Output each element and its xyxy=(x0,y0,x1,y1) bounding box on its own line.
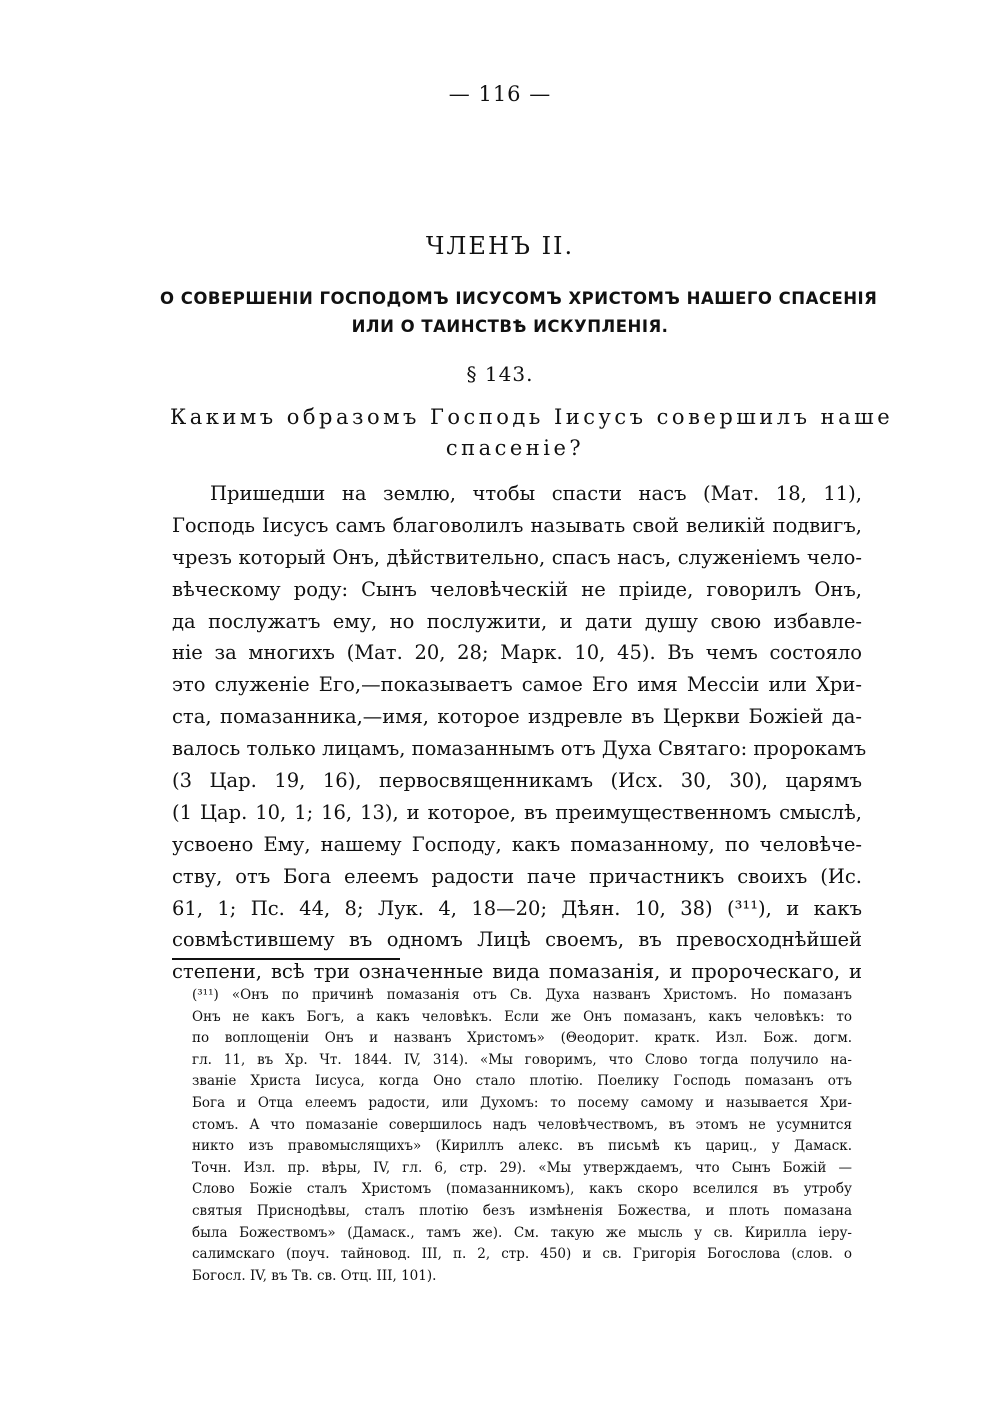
body-line: валось только лицамъ, помазаннымъ отъ Духа Святаго: пророкамъ xyxy=(172,737,867,761)
body-line: 61, 1; Пс. 44, 8; Лук. 4, 18—20; Дѣян. 10, 38) (³¹¹), и какъ xyxy=(172,896,862,920)
chapter-title-line-1: О СОВЕРШЕНІИ ГОСПОДОМЪ ІИСУСОМЪ ХРИСТОМЪ НАШЕГО СПАСЕНІЯ xyxy=(160,289,878,308)
footnote-line: Точн. Изл. пр. вѣры, IV, гл. 6, стр. 29). «Мы утверждаемъ, что Сынъ Божій — xyxy=(192,1159,852,1176)
footnote-line: гл. 11, въ Хр. Чт. 1844. IV, 314). «Мы говоримъ, что Слово тогда получило на- xyxy=(192,1051,852,1068)
footnote-line: никто изъ правомыслящихъ» (Кириллъ алекс. въ письмѣ къ цариц., у Дамаск. xyxy=(192,1138,852,1155)
footnote-line: была Божествомъ» (Дамаск., тамъ же). См. такую же мысль у св. Кирилла іеру- xyxy=(192,1224,852,1241)
footnote-line: Слово Божіе сталъ Христомъ (помазанникомъ), какъ скоро вселился въ утробу xyxy=(192,1181,852,1198)
body-line: ста, помазанника,—имя, которое издревле въ Церкви Божіей да- xyxy=(172,705,862,729)
body-line: ству, отъ Бога елеемъ радости паче причастникъ своихъ (Ис. xyxy=(172,864,862,888)
footnote-line: салимскаго (поуч. тайновод. III, п. 2, стр. 450) и св. Григорія Богослова (слов. о xyxy=(192,1246,852,1263)
body-line: Господь Іисусъ самъ благоволилъ называть свой великій подвигъ, xyxy=(172,513,862,537)
body-line: вѣческому роду: Сынъ человѣческій не пріиде, говорилъ Онъ, xyxy=(172,577,862,601)
body-line: Пришедши на землю, чтобы спасти насъ (Мат. 18, 11), xyxy=(210,482,862,505)
footnote-line: Бога и Отца елеемъ радости, или Духомъ: то посему самому и называется Хри- xyxy=(192,1094,852,1111)
body-line: совмѣстившему въ одномъ Лицѣ своемъ, въ превосходнѣйшей xyxy=(172,928,862,952)
footnote-line: святыя Приснодѣвы, сталъ плотію безъ измѣненія Божества, и плоть помазана xyxy=(192,1202,852,1219)
footnote-line: (³¹¹) «Онъ по причинѣ помазанія отъ Св. Духа названъ Христомъ. Но помазанъ xyxy=(192,987,852,1003)
section-question-line-1: Какимъ образомъ Господь Іисусъ совершилъ наше xyxy=(170,405,894,429)
page-number: — 116 — xyxy=(448,82,552,106)
footnote-line: званіе Христа Іисуса, когда Оно стало плотію. Поелику Господь помазанъ отъ xyxy=(192,1073,852,1090)
body-line: (3 Цар. 19, 16), первосвященникамъ (Исх. 30, 30), царямъ xyxy=(172,769,862,793)
footnote-line: Богосл. IV, въ Тв. св. Отц. III, 101). xyxy=(192,1267,437,1284)
footnote-divider xyxy=(172,958,400,960)
body-line: усвоено Ему, нашему Господу, какъ помазанному, по человѣче- xyxy=(172,832,862,856)
section-number: § 143. xyxy=(466,362,534,386)
body-line: степени, всѣ три означенные вида помазанія, и пророческаго, и xyxy=(172,960,862,984)
footnote-line: по воплощеніи Онъ и названъ Христомъ» (Θеодорит. кратк. Изл. Бож. догм. xyxy=(192,1030,852,1047)
body-line: ніе за многихъ (Мат. 20, 28; Марк. 10, 45). Въ чемъ состояло xyxy=(172,641,862,665)
body-line: да послужатъ ему, но послужити, и дати душу свою избавле- xyxy=(172,609,862,633)
chapter-title-line-2: ИЛИ О ТАИНСТВѢ ИСКУПЛЕНІЯ. xyxy=(351,317,669,336)
footnote xyxy=(192,985,852,1287)
body-line: (1 Цар. 10, 1; 16, 13), и которое, въ преимущественномъ смыслѣ, xyxy=(172,800,862,824)
member-title: ЧЛЕНЪ II. xyxy=(425,232,575,260)
body-line: чрезъ который Онъ, дѣйствительно, спасъ насъ, служеніемъ чело- xyxy=(172,545,862,569)
section-question-line-2: спасеніе? xyxy=(445,436,585,460)
body-line: это служеніе Его,—показываетъ самое Его имя Мессіи или Хри- xyxy=(172,673,862,697)
footnote-line: Онъ не какъ Богъ, а какъ человѣкъ. Если же Онъ помазанъ, какъ человѣкъ: то xyxy=(192,1008,852,1025)
body-paragraph xyxy=(172,478,867,988)
footnote-line: стомъ. А что помазаніе совершилось надъ человѣчествомъ, въ этомъ не усумнится xyxy=(192,1116,852,1133)
